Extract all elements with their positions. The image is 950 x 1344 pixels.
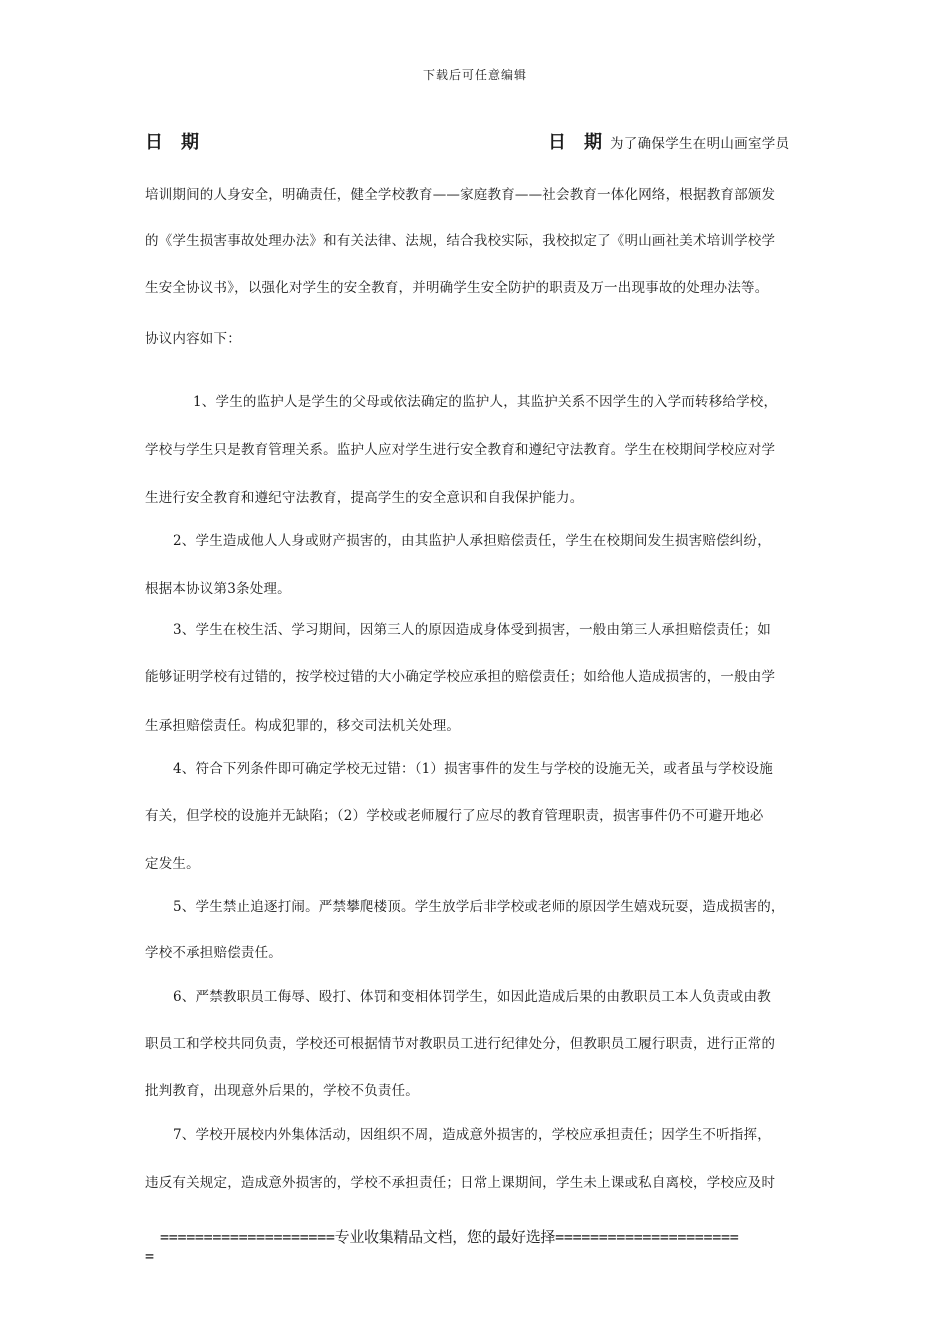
text-line: 生承担赔偿责任。构成犯罪的，移交司法机关处理。 bbox=[145, 718, 461, 734]
footer-banner-tail: = bbox=[145, 1247, 155, 1265]
clause-4-start: 4、符合下列条件即可确定学校无过错：（1）损害事件的发生与学校的设施无关，或者虽与学校设施 bbox=[173, 761, 773, 777]
intro-text-start: 为了确保学生在明山画室学员 bbox=[610, 136, 790, 152]
date-label-left: 日期 bbox=[145, 132, 217, 153]
text-line: 学校与学生只是教育管理关系。监护人应对学生进行安全教育和遵纪守法教育。学生在校期间学校应对学 bbox=[145, 442, 776, 458]
date-line bbox=[145, 128, 810, 154]
clause-2-start: 2、学生造成他人人身或财产损害的，由其监护人承担赔偿责任，学生在校期间发生损害赔偿纠纷， bbox=[173, 533, 771, 549]
clause-7-start: 7、学校开展校内外集体活动，因组织不周，造成意外损害的，学校应承担责任；因学生不听指挥， bbox=[173, 1127, 771, 1143]
text-line: 职员工和学校共同负责，学校还可根据情节对教职员工进行纪律处分，但教职员工履行职责，进行正常的 bbox=[145, 1036, 776, 1052]
text-line: 批判教育，出现意外后果的，学校不负责任。 bbox=[145, 1083, 419, 1099]
text-line: 生安全协议书》，以强化对学生的安全教育，并明确学生安全防护的职责及万一出现事故的处理办法等。 bbox=[145, 280, 769, 296]
date-label-right: 日期 bbox=[548, 132, 620, 153]
text-line: 定发生。 bbox=[145, 856, 200, 872]
clause-1-start: 1、学生的监护人是学生的父母或依法确定的监护人，其监护关系不因学生的入学而转移给学校， bbox=[193, 394, 778, 410]
text-line: 培训期间的人身安全，明确责任，健全学校教育——家庭教育——社会教育一体化网络，根据教育部颁发 bbox=[145, 187, 776, 203]
text-line: 协议内容如下： bbox=[145, 331, 241, 347]
text-line: 根据本协议第3条处理。 bbox=[145, 581, 291, 597]
text-line: 生进行安全教育和遵纪守法教育，提高学生的安全意识和自我保护能力。 bbox=[145, 490, 584, 506]
clause-3-start: 3、学生在校生活、学习期间，因第三人的原因造成身体受到损害，一般由第三人承担赔偿责任；如 bbox=[173, 622, 771, 638]
clause-5-start: 5、学生禁止追逐打闹。严禁攀爬楼顶。学生放学后非学校或老师的原因学生嬉戏玩耍，造成损害的， bbox=[173, 899, 785, 915]
page-header: 下载后可任意编辑 bbox=[422, 68, 527, 82]
text-line: 的《学生损害事故处理办法》和有关法律、法规，结合我校实际，我校拟定了《明山画社美术培训学校学 bbox=[145, 233, 776, 249]
clause-6-start: 6、严禁教职员工侮辱、殴打、体罚和变相体罚学生，如因此造成后果的由教职员工本人负责或由教 bbox=[173, 989, 771, 1005]
text-line: 有关，但学校的设施并无缺陷；（2）学校或老师履行了应尽的教育管理职责，损害事件仍不可避开地必 bbox=[145, 808, 764, 824]
text-line: 违反有关规定，造成意外损害的，学校不承担责任；日常上课期间，学生未上课或私自离校，学校应及时 bbox=[145, 1175, 776, 1191]
text-line: 能够证明学校有过错的，按学校过错的大小确定学校应承担的赔偿责任；如给他人造成损害的，一般由学 bbox=[145, 669, 776, 685]
text-line: 学校不承担赔偿责任。 bbox=[145, 945, 282, 961]
footer-banner: ====================专业收集精品文档，您的最好选择===================== bbox=[160, 1228, 739, 1246]
